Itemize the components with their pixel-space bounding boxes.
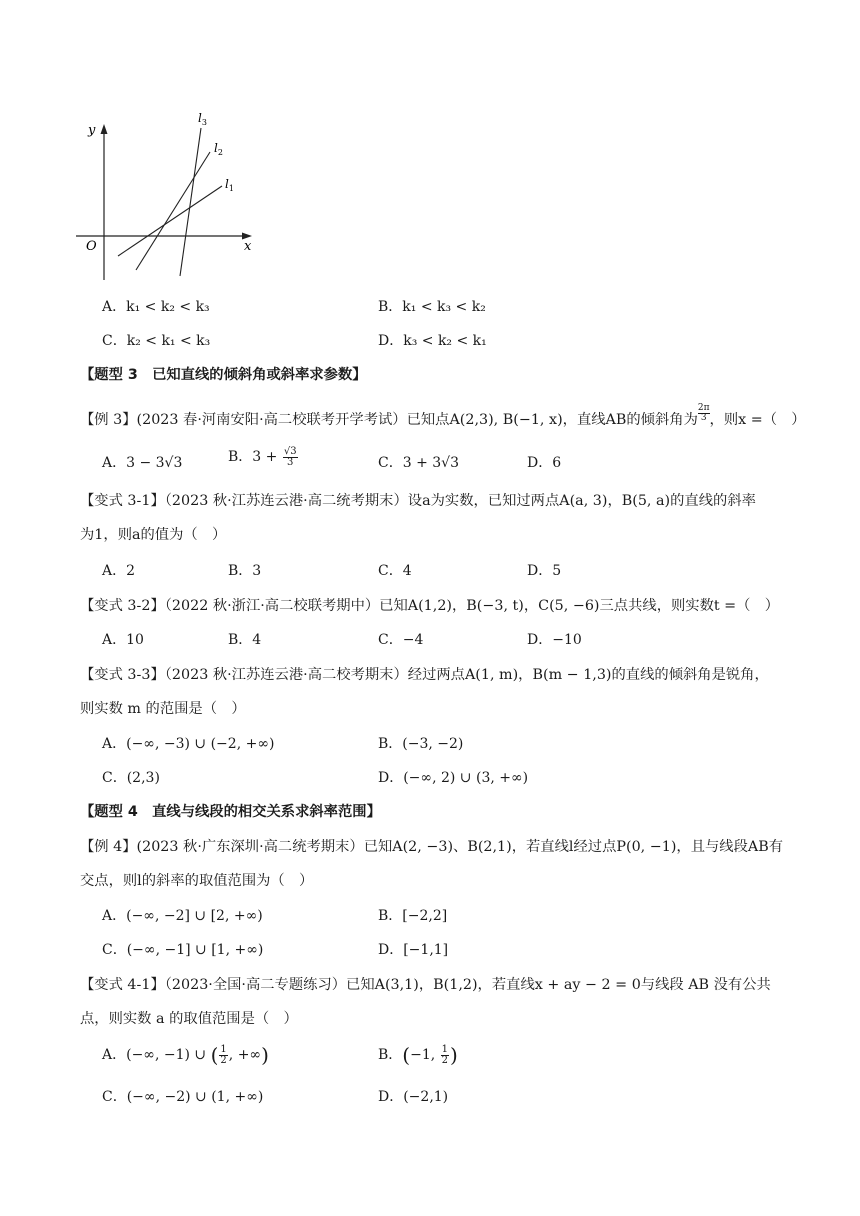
ex3-option-a: A．3 − 3√3 xyxy=(102,455,183,471)
ex4-option-d: D．[−1,1] xyxy=(378,942,449,958)
v31-option-a: A．2 xyxy=(102,563,136,579)
variant-4-1-line-1: 【变式 4-1】（2023·全国·高二专题练习）已知A(3,1)，B(1,2)，若直线x + ay − 2 = 0与线段 AB 没有公共 xyxy=(80,977,771,993)
label-l1: $l_1$ xyxy=(225,177,234,193)
x-axis-label: x xyxy=(244,239,252,254)
v33-option-d: D．(−∞, 2) ∪ (3, +∞) xyxy=(378,770,529,786)
slope-lines-figure xyxy=(70,108,270,288)
label-l3: $l_3$ xyxy=(198,111,207,127)
v33-option-a: A．(−∞, −3) ∪ (−2, +∞) xyxy=(102,736,275,752)
v33-option-c: C．(2,3) xyxy=(102,770,160,786)
ex3-option-c: C．3 + 3√3 xyxy=(378,455,459,471)
example-3-text-a: 【例 3】(2023 春·河南安阳·高二校联考开学考试）已知点A(2,3), B(−1, x)，直线AB的倾斜角为 xyxy=(80,412,698,428)
option-b: B．k₁ < k₃ < k₂ xyxy=(378,299,486,315)
variant-3-3-line-1: 【变式 3-3】（2023 秋·江苏连云港·高二校考期末）经过两点A(1, m)，B(m − 1,3)的直线的倾斜角是锐角， xyxy=(80,667,769,683)
ex3-option-b: B．3 + $\frac{√3}{3}$ xyxy=(228,445,297,468)
variant-4-1-line-2: 点，则实数 a 的取值范围是（ ） xyxy=(80,1011,298,1027)
v31-option-d: D．5 xyxy=(527,563,562,579)
option-d: D．k₃ < k₂ < k₁ xyxy=(378,333,487,349)
ex4-option-b: B．[−2,2] xyxy=(378,908,448,924)
v41-option-c: C．(−∞, −2) ∪ (1, +∞) xyxy=(102,1089,264,1105)
v31-option-b: B．3 xyxy=(228,563,262,579)
variant-3-2-line-1: 【变式 3-2】（2022 秋·浙江·高二校联考期中）已知A(1,2)，B(−3, t)，C(5, −6)三点共线，则实数t =（ ） xyxy=(80,598,780,614)
v32-option-b: B．4 xyxy=(228,632,262,648)
line-l1 xyxy=(118,186,222,256)
ex4-option-a: A．(−∞, −2] ∪ [2, +∞) xyxy=(102,908,263,924)
example-4-line-2: 交点，则l的斜率的取值范围为（ ） xyxy=(80,873,314,889)
example-3-stem xyxy=(80,404,806,429)
option-c: C．k₂ < k₁ < k₃ xyxy=(102,333,211,349)
line-l2 xyxy=(136,152,210,270)
v32-option-c: C．−4 xyxy=(378,632,424,648)
y-axis-arrow-icon xyxy=(101,124,108,134)
variant-3-1-line-2: 为1，则a的值为（ ） xyxy=(80,527,227,543)
v41-option-b: B．(−1, $\frac{1}{2}$ ) xyxy=(378,1043,458,1067)
y-axis-label: y xyxy=(88,123,96,138)
v32-option-a: A．10 xyxy=(102,632,144,648)
ex4-option-c: C．(−∞, −1] ∪ [1, +∞) xyxy=(102,942,264,958)
ex3-option-d: D．6 xyxy=(527,455,562,471)
origin-label: O xyxy=(86,239,97,254)
v32-option-d: D．−10 xyxy=(527,632,582,648)
v41-option-d: D．(−2,1) xyxy=(378,1089,449,1105)
section-heading-3: 【题型 3 已知直线的倾斜角或斜率求参数】 xyxy=(80,367,367,383)
v31-option-c: C．4 xyxy=(378,563,412,579)
v33-option-b: B．(−3, −2) xyxy=(378,736,464,752)
example-3-text-b: ，则x =（ ） xyxy=(709,412,806,428)
variant-3-1-line-1: 【变式 3-1】（2023 秋·江苏连云港·高二统考期末）设a为实数，已知过两点A(a, 3)，B(5, a)的直线的斜率 xyxy=(80,493,756,509)
option-a: A．k₁ < k₂ < k₃ xyxy=(102,299,210,315)
variant-3-3-line-2: 则实数 m 的范围是（ ） xyxy=(80,701,246,717)
example-4-line-1: 【例 4】(2023 秋·广东深圳·高二统考期末）已知A(2, −3)、B(2,1)，若直线l经过点P(0, −1)，且与线段AB有 xyxy=(80,839,784,855)
angle-fraction: $\frac{2\pi}{3}$ xyxy=(697,403,710,423)
label-l2: $l_2$ xyxy=(214,141,223,157)
section-heading-4: 【题型 4 直线与线段的相交关系求斜率范围】 xyxy=(80,804,381,820)
v41-option-a: A．(−∞, −1) ∪ ( $\frac{1}{2}$ , +∞) xyxy=(102,1043,269,1067)
